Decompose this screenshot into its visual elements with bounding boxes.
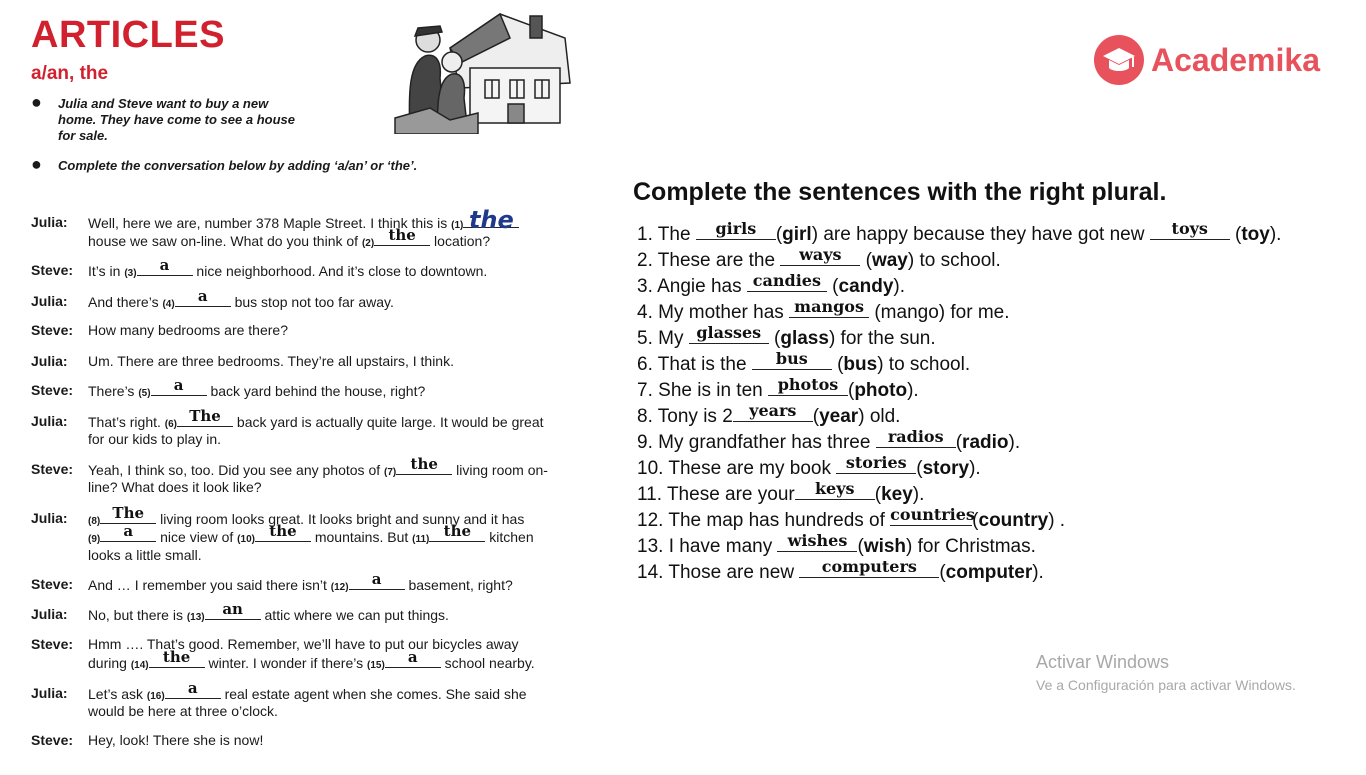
answer-blank[interactable]: the bbox=[396, 460, 452, 475]
sentence-item: 8. Tony is 2 years (year) old. bbox=[637, 401, 901, 427]
answer-blank[interactable]: girls bbox=[696, 222, 776, 240]
answer-blank[interactable]: countries bbox=[890, 505, 975, 524]
answer-blank[interactable]: a bbox=[137, 261, 193, 276]
worksheet-title: ARTICLES bbox=[31, 14, 225, 56]
bullet-icon: ● bbox=[31, 92, 42, 112]
answer-blank[interactable]: a bbox=[165, 684, 221, 699]
sentence-item: 14. Those are new computers (computer). bbox=[637, 557, 1044, 583]
house-illustration-icon bbox=[390, 8, 580, 134]
answer-blank[interactable]: wishes bbox=[777, 534, 857, 552]
sentence-item: 7. She is in ten photos (photo). bbox=[637, 375, 919, 401]
answer-blank[interactable]: the bbox=[255, 527, 311, 542]
answer-blank[interactable]: years bbox=[733, 404, 813, 422]
sentence-item: 1. The girls (girl) are happy because they have got new toys (toy). bbox=[637, 219, 1282, 245]
answer-blank[interactable]: toys bbox=[1150, 222, 1230, 240]
answer-blank[interactable]: the bbox=[149, 653, 205, 668]
answer-blank[interactable]: a bbox=[151, 381, 207, 396]
answer-blank[interactable]: mangos bbox=[789, 300, 869, 318]
sentence-item: 2. These are the ways (way) to school. bbox=[637, 245, 1001, 271]
answer-blank[interactable]: keys bbox=[795, 482, 875, 500]
answer-blank[interactable]: stories bbox=[836, 456, 916, 474]
answer-blank[interactable]: the bbox=[463, 213, 519, 228]
answer-blank[interactable]: a bbox=[100, 527, 156, 542]
activation-watermark-title: Activar Windows bbox=[1036, 652, 1170, 672]
answer-blank[interactable]: The bbox=[100, 509, 156, 524]
answer-blank[interactable]: photos bbox=[768, 378, 848, 396]
answer-blank[interactable]: radios bbox=[876, 430, 956, 448]
sentence-item: 3. Angie has candies (candy). bbox=[637, 271, 906, 297]
sentence-item: 4. My mother has mangos (mango) for me. bbox=[637, 297, 1010, 323]
answer-blank[interactable]: computers bbox=[799, 560, 939, 578]
answer-blank[interactable]: an bbox=[205, 605, 261, 620]
sentence-item: 5. My glasses (glass) for the sun. bbox=[637, 323, 936, 349]
answer-blank[interactable]: The bbox=[177, 412, 233, 427]
logo-text: Academika bbox=[1151, 42, 1320, 78]
answer-blank[interactable]: the bbox=[374, 231, 430, 246]
bullet-icon: ● bbox=[31, 154, 42, 174]
sentence-item: 12. The map has hundreds of countries (country) . bbox=[637, 505, 1066, 531]
activation-watermark-subtitle: Ve a Configuración para activar Windows. bbox=[1036, 677, 1296, 693]
sentence-item: 9. My grandfather has three radios (radio). bbox=[637, 427, 1021, 453]
worksheet-subtitle: a/an, the bbox=[31, 63, 109, 84]
academika-logo bbox=[1093, 34, 1320, 86]
answer-blank[interactable]: ways bbox=[780, 248, 860, 266]
sentence-item: 13. I have many wishes (wish) for Christmas. bbox=[637, 531, 1036, 557]
answer-blank[interactable]: candies bbox=[747, 274, 827, 292]
answer-blank[interactable]: a bbox=[175, 292, 231, 307]
exercise-title: Complete the sentences with the right plural. bbox=[633, 178, 1167, 206]
answer-blank[interactable]: a bbox=[385, 653, 441, 668]
graduation-cap-icon bbox=[1093, 34, 1145, 86]
answer-blank[interactable]: bus bbox=[752, 352, 832, 370]
sentence-item: 11. These are your keys (key). bbox=[637, 479, 925, 505]
answer-blank[interactable]: glasses bbox=[689, 326, 769, 344]
sentence-item: 6. That is the bus (bus) to school. bbox=[637, 349, 971, 375]
answer-blank[interactable]: the bbox=[429, 527, 485, 542]
answer-blank[interactable]: a bbox=[349, 575, 405, 590]
sentence-item: 10. These are my book stories (story). bbox=[637, 453, 981, 479]
